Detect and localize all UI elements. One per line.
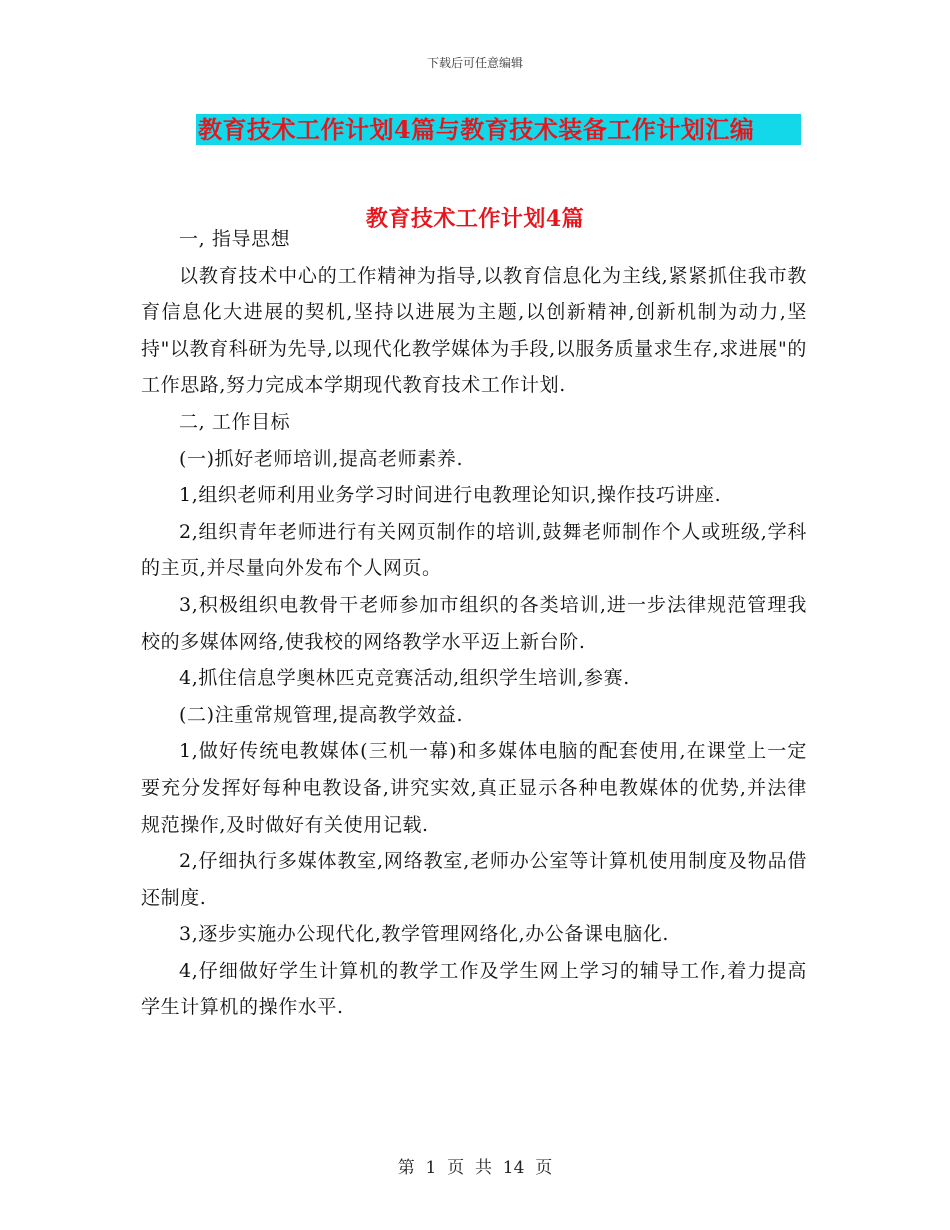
list-item: 2,组织青年老师进行有关网页制作的培训,鼓舞老师制作个人或班级,学科的主页,并尽量向外发布个人网页。 xyxy=(141,520,807,580)
list-item: 4,仔细做好学生计算机的教学工作及学生网上学习的辅导工作,着力提高学生计算机的操作水平. xyxy=(141,959,807,1019)
subsection-heading: (一)抓好老师培训,提高老师素养. xyxy=(179,447,464,470)
list-item: 3,逐步实施办公现代化,教学管理网络化,办公备课电脑化. xyxy=(179,923,670,946)
page-number: 第 1 页 共 14 页 xyxy=(397,1158,553,1178)
header-note: 下载后可任意编辑 xyxy=(426,56,523,70)
document-subtitle: 教育技术工作计划4篇 xyxy=(365,206,585,232)
subsection-heading: (二)注重常规管理,提高教学效益. xyxy=(179,703,464,726)
list-item: 1,组织老师利用业务学习时间进行电教理论知识,操作技巧讲座. xyxy=(179,484,722,507)
list-item: 4,抓住信息学奥林匹克竞赛活动,组织学生培训,参赛. xyxy=(179,667,630,690)
section-heading: 二, 工作目标 xyxy=(179,410,291,433)
paragraph: 以教育技术中心的工作精神为指导,以教育信息化为主线,紧紧抓住我市教育信息化大进展的契机,坚持以进展为主题,以创新精神,创新机制为动力,坚持"以教育科研为先导,以现代化教学媒体为手段,以服务质量求生存,求进展"的工作思路,努力完成本学期现代教育技术工作计划. xyxy=(141,264,807,397)
list-item: 3,积极组织电教骨干老师参加市组织的各类培训,进一步法律规范管理我校的多媒体网络,使我校的网络教学水平迈上新台阶. xyxy=(141,593,807,653)
list-item: 1,做好传统电教媒体(三机一幕)和多媒体电脑的配套使用,在课堂上一定要充分发挥好每种电教设备,讲究实效,真正显示各种电教媒体的优势,并法律规范操作,及时做好有关使用记载. xyxy=(141,740,807,836)
section-heading: 一, 指导思想 xyxy=(179,228,291,250)
list-item: 2,仔细执行多媒体教室,网络教室,老师办公室等计算机使用制度及物品借还制度. xyxy=(141,850,807,909)
document-body xyxy=(141,221,807,1026)
document-title xyxy=(196,114,801,145)
document-title-text: 教育技术工作计划4篇与教育技术装备工作计划汇编 xyxy=(198,115,755,144)
